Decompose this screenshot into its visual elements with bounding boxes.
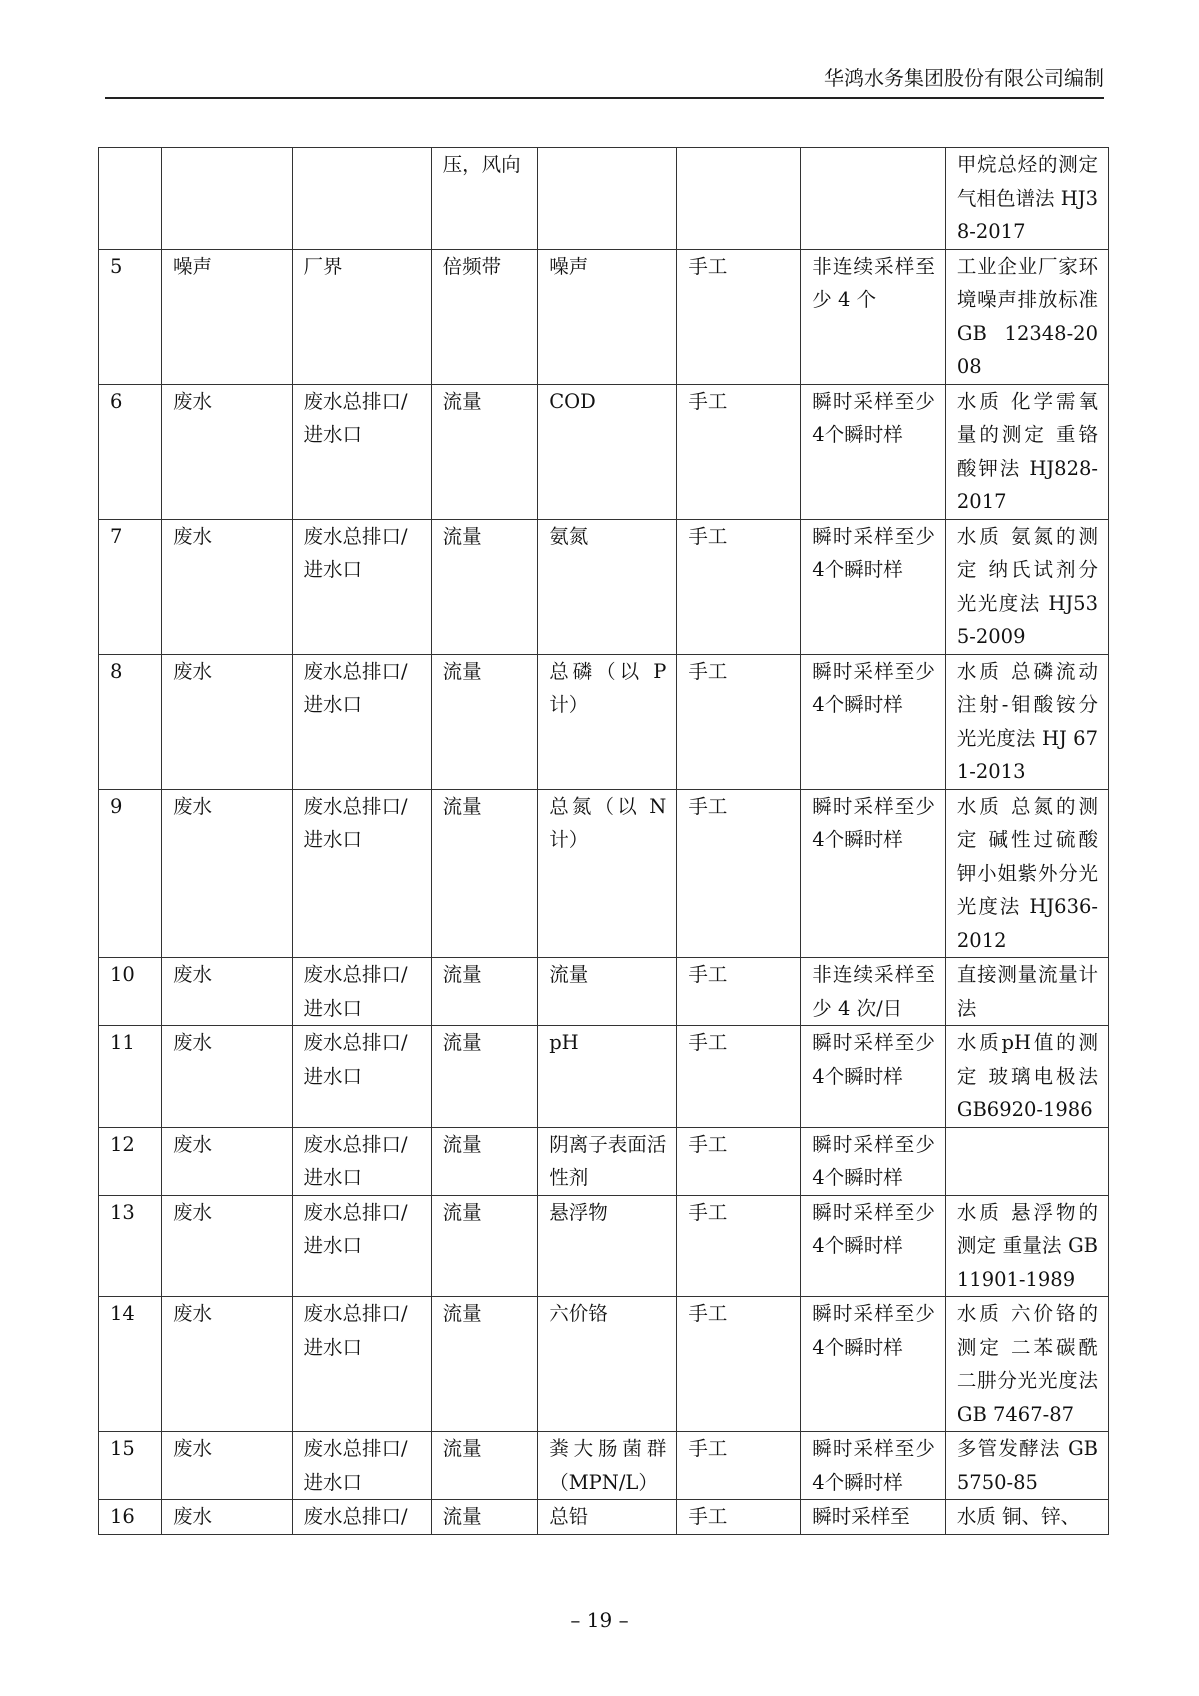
cell-param: 流量: [431, 384, 538, 519]
cell-location: 废水总排口/进水口: [292, 654, 431, 789]
cell-method: 水质pH值的测定 玻璃电极法 GB6920-1986: [945, 1026, 1108, 1128]
table-row: [99, 958, 1109, 1026]
cell-no: 7: [99, 519, 162, 654]
cell-frequency: [801, 148, 946, 250]
cell-category: 废水: [162, 1195, 292, 1297]
cell-no: [99, 148, 162, 250]
cell-no: 8: [99, 654, 162, 789]
cell-item: 总铅: [538, 1500, 677, 1535]
cell-frequency: 瞬时采样至少4个瞬时样: [801, 519, 946, 654]
cell-method: 多管发酵法 GB5750-85: [945, 1432, 1108, 1500]
cell-location: 废水总排口/: [292, 1500, 431, 1535]
cell-frequency: 瞬时采样至少4个瞬时样: [801, 384, 946, 519]
cell-param: 倍频带: [431, 249, 538, 384]
cell-no: 6: [99, 384, 162, 519]
cell-location: 废水总排口/进水口: [292, 958, 431, 1026]
cell-param: 流量: [431, 958, 538, 1026]
cell-mode: 手工: [677, 1432, 801, 1500]
cell-frequency: 瞬时采样至少4个瞬时样: [801, 1026, 946, 1128]
cell-param: 流量: [431, 1026, 538, 1128]
cell-frequency: 瞬时采样至少4个瞬时样: [801, 1127, 946, 1195]
cell-location: 废水总排口/进水口: [292, 519, 431, 654]
cell-location: 废水总排口/进水口: [292, 384, 431, 519]
cell-item: 悬浮物: [538, 1195, 677, 1297]
cell-param: 流量: [431, 789, 538, 958]
table-row: [99, 1500, 1109, 1535]
cell-category: 废水: [162, 384, 292, 519]
cell-param: 流量: [431, 1195, 538, 1297]
table-row: [99, 519, 1109, 654]
cell-mode: 手工: [677, 519, 801, 654]
cell-item: 噪声: [538, 249, 677, 384]
cell-item: 阴离子表面活性剂: [538, 1127, 677, 1195]
cell-item: 总氮（以 N 计）: [538, 789, 677, 958]
cell-frequency: 瞬时采样至: [801, 1500, 946, 1535]
cell-item: 总磷（以 P 计）: [538, 654, 677, 789]
cell-method: 水质 六价铬的测定 二苯碳酰二肼分光光度法 GB 7467-87: [945, 1297, 1108, 1432]
cell-method: 水质 悬浮物的测定 重量法 GB11901-1989: [945, 1195, 1108, 1297]
table-row: [99, 1297, 1109, 1432]
cell-no: 11: [99, 1026, 162, 1128]
table-row: [99, 1432, 1109, 1500]
cell-location: 废水总排口/进水口: [292, 1195, 431, 1297]
cell-mode: 手工: [677, 249, 801, 384]
page-header: [105, 62, 1104, 99]
header-title: 华鸿水务集团股份有限公司编制: [824, 66, 1104, 90]
cell-category: 废水: [162, 1127, 292, 1195]
cell-no: 9: [99, 789, 162, 958]
cell-mode: 手工: [677, 1195, 801, 1297]
cell-method: 水质 铜、锌、: [945, 1500, 1108, 1535]
cell-mode: 手工: [677, 654, 801, 789]
cell-item: pH: [538, 1026, 677, 1128]
cell-category: 废水: [162, 1432, 292, 1500]
cell-category: 废水: [162, 1026, 292, 1128]
cell-param: 流量: [431, 654, 538, 789]
cell-location: 废水总排口/进水口: [292, 789, 431, 958]
cell-item: 氨氮: [538, 519, 677, 654]
cell-no: 13: [99, 1195, 162, 1297]
cell-param: 流量: [431, 519, 538, 654]
cell-method: [945, 1127, 1108, 1195]
table-row: [99, 1127, 1109, 1195]
cell-category: 废水: [162, 1500, 292, 1535]
cell-no: 16: [99, 1500, 162, 1535]
table-row: [99, 654, 1109, 789]
cell-category: 噪声: [162, 249, 292, 384]
cell-method: 水质 化学需氧量的测定 重铬酸钾法 HJ828-2017: [945, 384, 1108, 519]
cell-no: 14: [99, 1297, 162, 1432]
table-row: [99, 789, 1109, 958]
cell-method: 直接测量流量计法: [945, 958, 1108, 1026]
cell-location: 厂界: [292, 249, 431, 384]
table-row: [99, 384, 1109, 519]
cell-frequency: 瞬时采样至少4个瞬时样: [801, 654, 946, 789]
cell-frequency: 瞬时采样至少4个瞬时样: [801, 789, 946, 958]
cell-no: 5: [99, 249, 162, 384]
cell-item: [538, 148, 677, 250]
cell-frequency: 非连续采样至少 4 次/日: [801, 958, 946, 1026]
cell-param: 流量: [431, 1297, 538, 1432]
monitoring-table: [98, 147, 1109, 1535]
cell-category: 废水: [162, 1297, 292, 1432]
cell-param: 流量: [431, 1127, 538, 1195]
cell-mode: 手工: [677, 1127, 801, 1195]
cell-location: 废水总排口/进水口: [292, 1432, 431, 1500]
cell-no: 12: [99, 1127, 162, 1195]
cell-item: 流量: [538, 958, 677, 1026]
cell-item: COD: [538, 384, 677, 519]
table-body: [99, 148, 1109, 1535]
cell-mode: 手工: [677, 384, 801, 519]
cell-mode: 手工: [677, 789, 801, 958]
cell-location: [292, 148, 431, 250]
cell-category: 废水: [162, 789, 292, 958]
table-row: [99, 1195, 1109, 1297]
cell-location: 废水总排口/进水口: [292, 1026, 431, 1128]
cell-mode: 手工: [677, 958, 801, 1026]
cell-category: 废水: [162, 519, 292, 654]
cell-param: 流量: [431, 1432, 538, 1500]
cell-method: 甲烷总烃的测定 气相色谱法 HJ38-2017: [945, 148, 1108, 250]
cell-category: 废水: [162, 958, 292, 1026]
table-row: [99, 1026, 1109, 1128]
cell-frequency: 瞬时采样至少4个瞬时样: [801, 1432, 946, 1500]
cell-method: 工业企业厂家环境噪声排放标准 GB 12348-2008: [945, 249, 1108, 384]
cell-method: 水质 总氮的测定 碱性过硫酸钾小姐紫外分光光度法 HJ636-2012: [945, 789, 1108, 958]
table-row: [99, 249, 1109, 384]
cell-mode: 手工: [677, 1026, 801, 1128]
cell-frequency: 非连续采样至少 4 个: [801, 249, 946, 384]
cell-item: 六价铬: [538, 1297, 677, 1432]
cell-no: 10: [99, 958, 162, 1026]
cell-mode: [677, 148, 801, 250]
cell-method: 水质 总磷流动注射-钼酸铵分光光度法 HJ 671-2013: [945, 654, 1108, 789]
cell-method: 水质 氨氮的测定 纳氏试剂分光光度法 HJ535-2009: [945, 519, 1108, 654]
cell-param: 流量: [431, 1500, 538, 1535]
cell-item: 粪大肠菌群（MPN/L）: [538, 1432, 677, 1500]
cell-param: 压，风向: [431, 148, 538, 250]
cell-category: [162, 148, 292, 250]
page-number: – 19 –: [570, 1608, 629, 1632]
cell-frequency: 瞬时采样至少4个瞬时样: [801, 1195, 946, 1297]
cell-no: 15: [99, 1432, 162, 1500]
cell-mode: 手工: [677, 1500, 801, 1535]
cell-location: 废水总排口/进水口: [292, 1297, 431, 1432]
cell-location: 废水总排口/进水口: [292, 1127, 431, 1195]
cell-frequency: 瞬时采样至少4个瞬时样: [801, 1297, 946, 1432]
cell-category: 废水: [162, 654, 292, 789]
cell-mode: 手工: [677, 1297, 801, 1432]
table-row: [99, 148, 1109, 250]
